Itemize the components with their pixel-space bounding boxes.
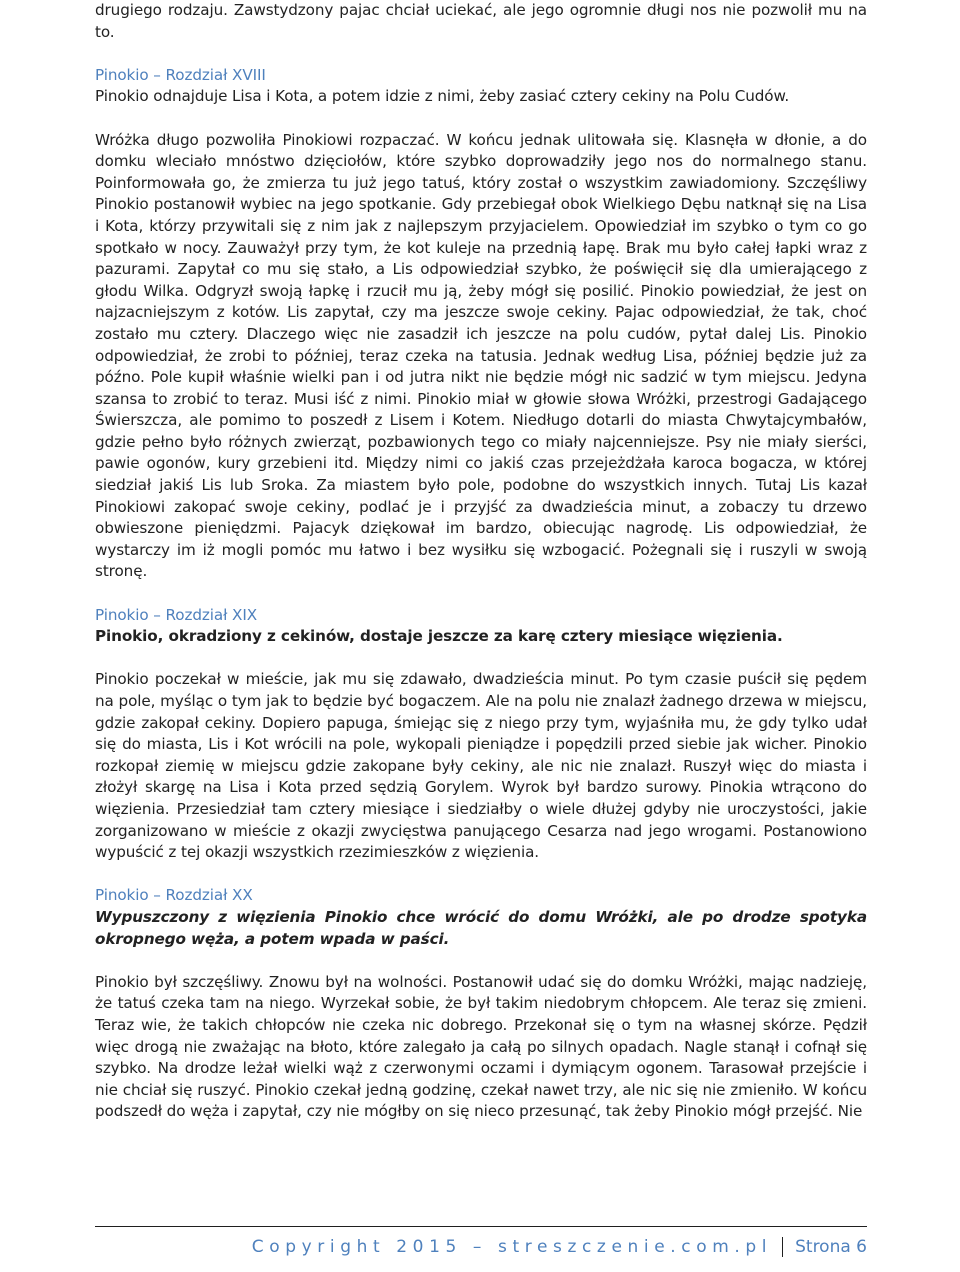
chapter-body: Pinokio poczekał w mieście, jak mu się zdawało, dwadzieścia minut. Po tym czasie puścił się pędem na pole, myśląc o tym jak to będzie być bogaczem. Ale na polu nie znalazł żadnego drzewa w miejscu, gdzie zakopał cekiny. Dopiero papuga, śmiejąc się z niego przy tym, wyjaśniła mu, że gdy tylko udał się do miasta, Lis i Kot wrócili na pole, wykopali pieniądze i popędzili przed siebie jak wicher. Pinokio rozkopał ziemię w miejscu gdzie zakopane były cekiny, ale nic nie znalazł. Ruszył więc do miasta i złożył skargę na Lisa i Kota przed sędzią Gorylem. Wyrok był bardzo surowy. Pinokia wtrącono do więzienia. Przesiedział tam cztery miesiące i siedziałby o wiele dłużej gdyby nie uroczystości, jakie zorganizowano w mieście z okazji zwycięstwa panującego Cesarza nad jego wrogami. Postanowiono wypuścić z tej okazji wszystkich rzezimieszków z więzienia. (95, 670, 867, 862)
chapter-heading: Pinokio – Rozdział XX (95, 886, 253, 905)
footer-copyright: Copyright 2015 – streszczenie.com.pl (251, 1237, 773, 1257)
intro-paragraph: drugiego rodzaju. Zawstydzony pajac chciał uciekać, ale jego ogromnie długi nos nie pozwolił mu na to. (95, 1, 867, 41)
footer-separator (782, 1237, 783, 1257)
chapter-18 (95, 65, 867, 583)
chapter-heading: Pinokio – Rozdział XVIII (95, 65, 266, 84)
chapter-body: Wróżka długo pozwoliła Pinokiowi rozpaczać. W końcu jednak ulitowała się. Klasnęła w dłonie, a do domku wleciało mnóstwo dzięciołów, które szybko doprowadziły jego nos do normalnego stanu. Poinformowała go, że zmierza tu już jego tatuś, który został o wszystkim zawiadomiony. Szczęśliwy Pinokio postanowił wybiec na jego spotkanie. Gdy przebiegał obok Wielkiego Dębu natknął się na Lisa i Kota, którzy przywitali się z nim jak z najlepszym przyjacielem. Opowiedział im szybko o tym co go spotkało w nocy. Zauważył przy tym, że kot kuleje na przednią łapę. Brak mu było całej łapki wraz z pazurami. Zapytał co mu się stało, a Lis odpowiedział szybko, że poświęcił się dla umierającego z głodu Wilka. Odgryzł swoją łapkę i rzucił mu ją, żeby mógł się posilić. Pinokio powiedział, że jest on najzacniejszym z kotów. Lis zapytał, czy ma jeszcze swoje cekiny. Pajac odpowiedział, że tak, choć zostało mu cztery. Dlaczego więc nie zasadził ich jeszcze na polu cudów, pytał dalej Lis. Pinokio odpowiedział, że zrobi to później, teraz czeka na tatusia. Jednak według Lisa, później będzie już za późno. Pole kupił właśnie wielki pan i od jutra nikt nie będzie mógł nic sadzić w tym miejscu. Jedyna szansa to zrobić to teraz. Musi iść z nimi. Pinokio miał w głowie słowa Wróżki, przestrogi Gadającego Świerszcza, ale pomimo to poszedł z Lisem i Kotem. Niedługo dotarli do miasta Chwytajcymbałów, gdzie pełno było różnych zwierząt, pozbawionych tego co miały najcenniejsze. Psy nie miały sierści, pawie ogonów, kury grzebieni itd. Między nimi co jakiś czas przejeżdżała karoca bogacza, w której siedział jakiś Lis lub Sroka. Za miastem było pole, podobne do wszystkich innych. Tutaj Lis kazał Pinokiowi zakopać swoje cekiny, podlać je i przyjść za dwadzieścia minut, a zobaczy tu drzewo obwieszone pieniędzmi. Pajacyk dziękował im bardzo, obiecując nagrodę. Lis odpowiedział, że wystarczy im iż mogli pomóc mu łatwo i bez wysiłku się wzbogacić. Pożegnali się i ruszyli w swoją stronę. (95, 130, 867, 581)
chapter-subtitle: Wypuszczony z więzienia Pinokio chce wrócić do domu Wróżki, ale po drodze spotyka okropnego węża, a potem wpada w paści. (95, 907, 867, 948)
chapter-subtitle: Pinokio odnajduje Lisa i Kota, a potem idzie z nimi, żeby zasiać cztery cekiny na Polu Cudów. (95, 87, 790, 106)
page-footer (0, 1236, 867, 1258)
chapter-heading: Pinokio – Rozdział XIX (95, 605, 258, 624)
footer-divider (95, 1226, 867, 1227)
chapter-body: Pinokio był szczęśliwy. Znowu był na wolności. Postanowił udać się do domku Wróżki, mając nadzieję, że tatuś czeka tam na niego. Wyrzekał sobie, że był takim niedobrym chłopcem. Ale teraz się zmieni. Teraz wie, że takich chłopców nie czeka nic dobrego. Przekonał się o tym na własnej skórze. Pędził więc drogą nie zważając na błoto, które zalegało ja całą po silnych opadach. Nagle stanął i cofnął się szybko. Na drodze leżał wielki wąż z czerwonymi oczami i dymiącym ogonem. Tarasował przejście i nie chciał się ruszyć. Pinokio czekał jedną godzinę, czekał nawet trzy, ale nic się nie zmieniło. W końcu podszedł do węża i zapytał, czy nie mógłby on się nieco przesunąć, tak żeby Pinokio mógł przejść. Nie (95, 972, 867, 1121)
chapter-19 (95, 605, 867, 864)
chapter-20 (95, 885, 867, 1123)
footer-page-number: Strona 6 (795, 1237, 867, 1257)
chapter-subtitle: Pinokio, okradziony z cekinów, dostaje jeszcze za karę cztery miesiące więzienia. (95, 627, 783, 646)
document-page (95, 0, 867, 1123)
